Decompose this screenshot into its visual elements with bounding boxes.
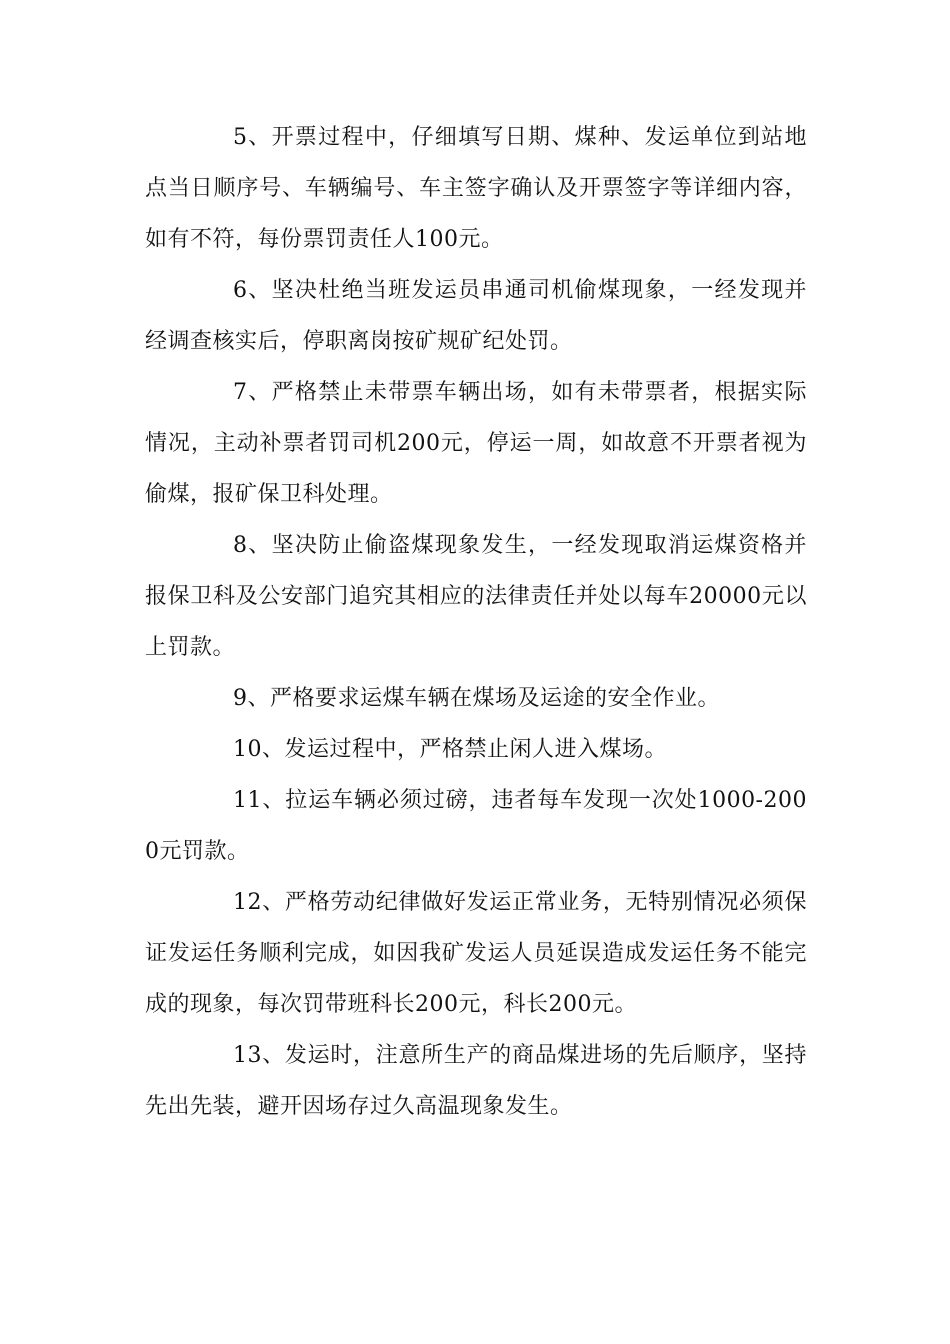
paragraph-item-5: 5、开票过程中，仔细填写日期、煤种、发运单位到站地点当日顺序号、车辆编号、车主签字确认及开票签字等详细内容，如有不符，每份票罚责任人100元。	[145, 125, 807, 252]
paragraph-item-6: 6、坚决杜绝当班发运员串通司机偷煤现象，一经发现并经调查核实后，停职离岗按矿规矿纪处罚。	[145, 278, 807, 354]
paragraph-item-8: 8、坚决防止偷盗煤现象发生，一经发现取消运煤资格并报保卫科及公安部门追究其相应的法律责任并处以每车20000元以上罚款。	[145, 533, 807, 660]
paragraph-item-11: 11、拉运车辆必须过磅，违者每车发现一次处1000-2000元罚款。	[145, 788, 807, 864]
paragraph-item-10: 10、发运过程中，严格禁止闲人进入煤场。	[233, 737, 667, 762]
paragraph-item-12: 12、严格劳动纪律做好发运正常业务，无特别情况必须保证发运任务顺利完成，如因我矿发运人员延误造成发运任务不能完成的现象，每次罚带班科长200元，科长200元。	[145, 890, 807, 1017]
paragraph-item-9: 9、严格要求运煤车辆在煤场及运途的安全作业。	[233, 686, 720, 711]
paragraph-item-13: 13、发运时，注意所生产的商品煤进场的先后顺序，坚持先出先装，避开因场存过久高温现象发生。	[145, 1043, 807, 1119]
document-body	[145, 112, 807, 1132]
paragraph-item-7: 7、严格禁止未带票车辆出场，如有未带票者，根据实际情况，主动补票者罚司机200元，停运一周，如故意不开票者视为偷煤，报矿保卫科处理。	[145, 380, 807, 507]
